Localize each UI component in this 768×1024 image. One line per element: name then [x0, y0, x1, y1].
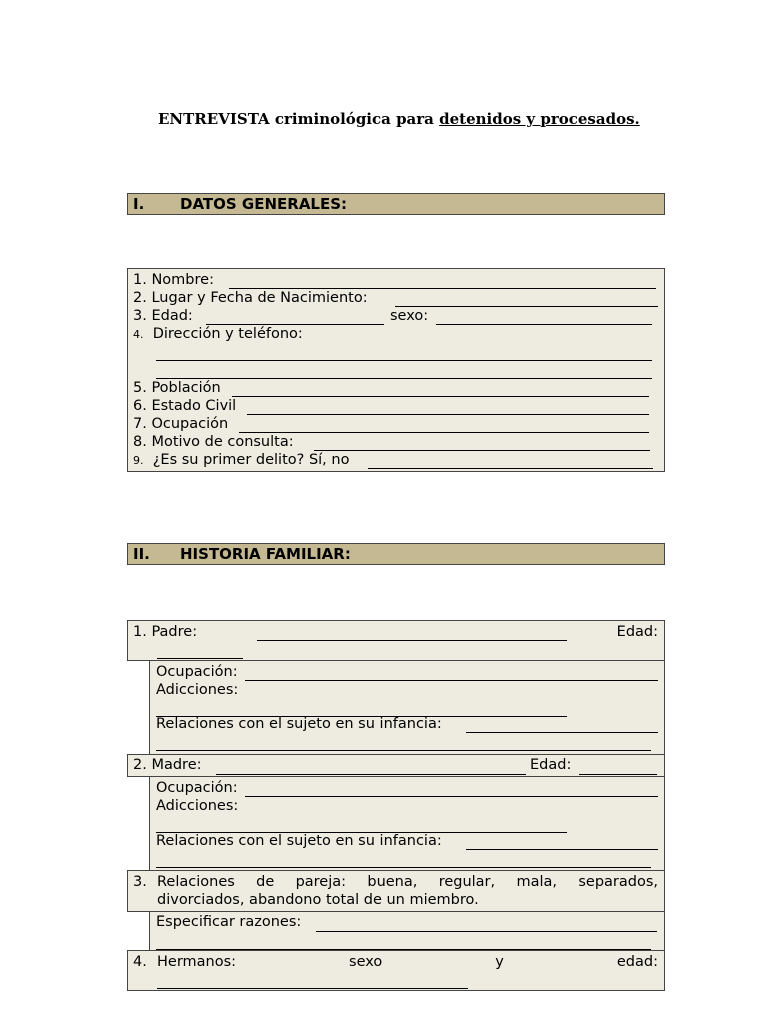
motivo-consulta-blank[interactable] [314, 450, 650, 451]
poblacion-blank[interactable] [232, 396, 649, 397]
madre-relaciones-blank-1[interactable] [466, 849, 658, 850]
padre-edad-label: Edad: [616, 624, 658, 640]
madre-relaciones-label: Relaciones con el sujeto en su infancia: [156, 833, 442, 849]
field-sexo: sexo: [390, 308, 429, 324]
madre-ocupacion-label: Ocupación: [156, 780, 238, 796]
hermanos-num: 4. [133, 954, 147, 970]
field-lugar-fecha: 2. Lugar y Fecha de Nacimiento: [133, 290, 368, 306]
padre-ocupacion-blank[interactable] [245, 680, 658, 681]
section-header-historia-familiar [127, 543, 665, 565]
madre-label: 2. Madre: [133, 757, 202, 773]
document-title [158, 110, 640, 128]
madre-adicciones-label: Adicciones: [156, 798, 239, 814]
field-poblacion: 5. Población [133, 380, 221, 396]
field-estado-civil: 6. Estado Civil [133, 398, 237, 414]
madre-row [127, 754, 665, 777]
direccion-blank-1[interactable] [156, 360, 652, 361]
especificar-label: Especificar razones: [156, 914, 302, 930]
pareja-row [127, 870, 665, 912]
section-number: II. [133, 545, 150, 563]
section-heading: HISTORIA FAMILIAR: [180, 545, 351, 563]
especificar-blank-1[interactable] [316, 931, 657, 932]
direccion-blank-2[interactable] [156, 378, 652, 379]
section-heading: DATOS GENERALES: [180, 195, 348, 213]
padre-details [149, 660, 665, 755]
madre-blank[interactable] [216, 774, 526, 775]
padre-relaciones-label: Relaciones con el sujeto en su infancia: [156, 716, 442, 732]
field-primer-delito: 9. ¿Es su primer delito? Sí, no [133, 452, 350, 468]
madre-edad-blank[interactable] [579, 774, 657, 775]
sexo-blank[interactable] [436, 324, 652, 325]
padre-edad-blank[interactable] [157, 658, 243, 659]
hermanos-blank[interactable] [157, 988, 468, 989]
pareja-line-2: divorciados, abandono total de un miembro. [157, 892, 479, 908]
pareja-num: 3. [133, 874, 147, 890]
madre-ocupacion-blank[interactable] [245, 796, 658, 797]
field-direccion: 4. Dirección y teléfono: [133, 326, 303, 342]
madre-relaciones-blank-2[interactable] [156, 867, 651, 868]
title-underlined: detenidos y procesados. [439, 110, 640, 128]
title-text: ENTREVISTA criminológica para [158, 110, 440, 128]
ocupacion-blank[interactable] [239, 432, 649, 433]
hermanos-row [127, 950, 665, 991]
datos-generales-form [127, 268, 665, 472]
padre-label: 1. Padre: [133, 624, 198, 640]
estado-civil-blank[interactable] [247, 414, 649, 415]
pareja-line-1: Relaciones de pareja: buena, regular, mala, separados, [157, 874, 658, 890]
field-ocupacion: 7. Ocupación [133, 416, 229, 432]
madre-edad-label: Edad: [530, 757, 572, 773]
padre-relaciones-blank-2[interactable] [156, 750, 651, 751]
section-number: I. [133, 195, 145, 213]
padre-relaciones-blank-1[interactable] [466, 732, 658, 733]
lugar-fecha-blank[interactable] [395, 306, 658, 307]
padre-row [127, 620, 665, 661]
padre-ocupacion-label: Ocupación: [156, 664, 238, 680]
primer-delito-blank[interactable] [368, 468, 653, 469]
pareja-details [149, 911, 665, 951]
field-nombre: 1. Nombre: [133, 272, 214, 288]
field-motivo-consulta: 8. Motivo de consulta: [133, 434, 294, 450]
section-header-datos-generales [127, 193, 665, 215]
padre-blank[interactable] [257, 640, 567, 641]
madre-details [149, 776, 665, 871]
hermanos-line-1: Hermanos: sexo y edad: [157, 954, 658, 970]
padre-adicciones-label: Adicciones: [156, 682, 239, 698]
field-edad: 3. Edad: [133, 308, 193, 324]
